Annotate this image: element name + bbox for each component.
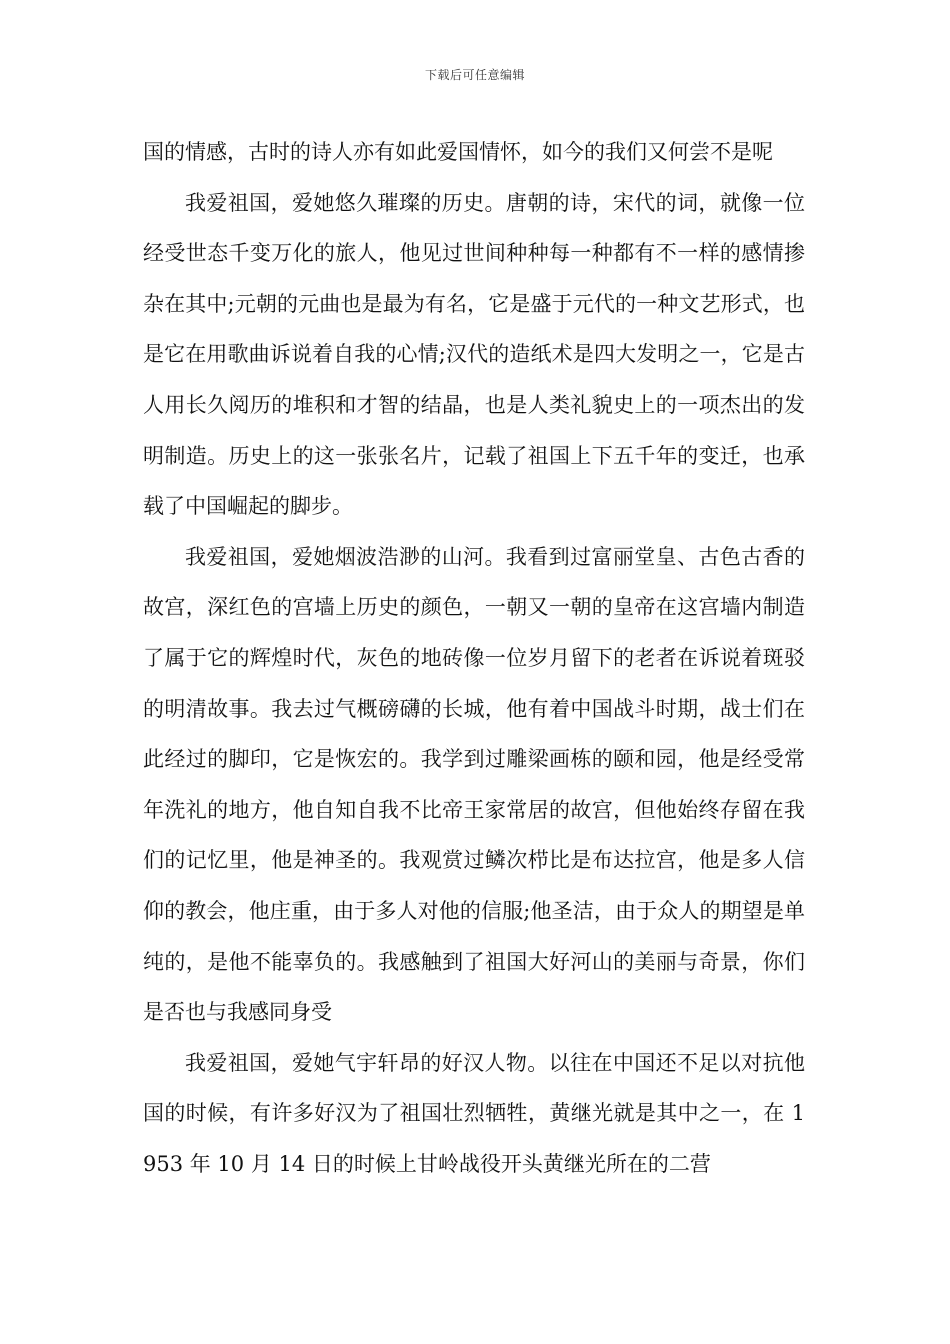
document-body [143, 127, 805, 1189]
paragraph-4: 我爱祖国，爱她气宇轩昂的好汉人物。以往在中国还不足以对抗他国的时候，有许多好汉为了祖国壮烈牺牲，黄继光就是其中之一，在 1953 年 10 月 14 日的时候上甘岭战役开头黄继光所在的二营 [143, 1050, 805, 1176]
paragraph-1: 国的情感，古时的诗人亦有如此爱国情怀，如今的我们又何尝不是呢 [143, 140, 773, 164]
paragraph-3: 我爱祖国，爱她烟波浩渺的山河。我看到过富丽堂皇、古色古香的故宫，深红色的宫墙上历史的颜色，一朝又一朝的皇帝在这宫墙内制造了属于它的辉煌时代，灰色的地砖像一位岁月留下的老者在诉说着斑驳的明清故事。我去过气概磅礴的长城，他有着中国战斗时期，战士们在此经过的脚印，它是恢宏的。我学到过雕梁画栋的颐和园，他是经受常年洗礼的地方，他自知自我不比帝王家常居的故宫，但他始终存留在我们的记忆里，他是神圣的。我观赏过鳞次栉比是布达拉宫，他是多人信仰的教会，他庄重，由于多人对他的信服;他圣洁，由于众人的期望是单纯的，是他不能辜负的。我感触到了祖国大好河山的美丽与奇景，你们是否也与我感同身受 [143, 544, 805, 1025]
page-header: 下载后可任意编辑 [424, 68, 525, 82]
paragraph-2: 我爱祖国，爱她悠久璀璨的历史。唐朝的诗，宋代的词，就像一位经受世态千变万化的旅人，他见过世间种种每一种都有不一样的感情掺杂在其中;元朝的元曲也是最为有名，它是盛于元代的一种文艺形式，也是它在用歌曲诉说着自我的心情;汉代的造纸术是四大发明之一，它是古人用长久阅历的堆积和才智的结晶，也是人类礼貌史上的一项杰出的发明制造。历史上的这一张张名片，记载了祖国上下五千年的变迁，也承载了中国崛起的脚步。 [143, 190, 805, 519]
